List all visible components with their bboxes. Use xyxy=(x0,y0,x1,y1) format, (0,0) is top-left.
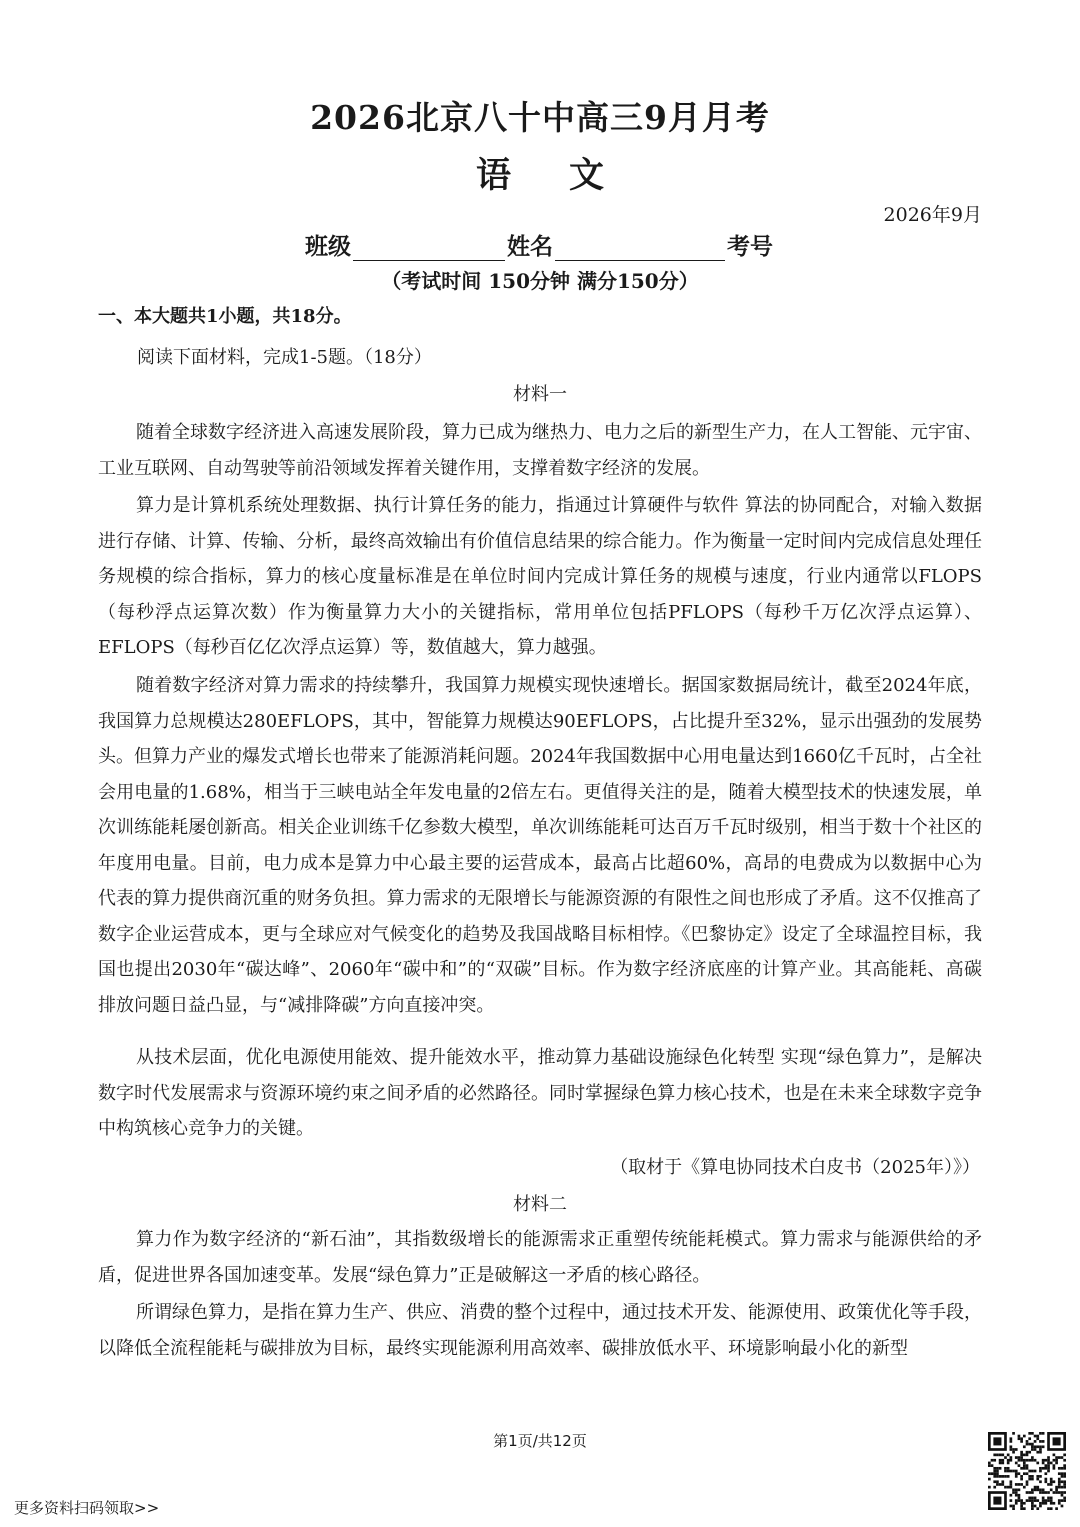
class-label: 班级 xyxy=(305,233,351,260)
subject-title: 语文 xyxy=(475,155,662,196)
exam-number-label: 考号 xyxy=(727,233,773,260)
material-one-paragraph: 算力是计算机系统处理数据、执行计算任务的能力，指通过计算硬件与软件 算法的协同配合，对输入数据进行存储、计算、传输、分析，最终高效输出有价值信息结果的综合能力。作为衡量一定时间内完成信息处理任务规模的综合指标，算力的核心度量标准是在单位时间内完成计算任务的规模与速度，行业内通常以FLOPS（每秒浮点运算次数）作为衡量算力大小的关键指标，常用单位包括PFLOPS（每秒千万亿次浮点运算）、EFLOPS（每秒百亿亿次浮点运算）等，数值越大，算力越强。 xyxy=(98,495,982,658)
material-one-title: 材料一 xyxy=(513,384,567,405)
more-resources-link[interactable]: 更多资料扫码领取>> xyxy=(14,1499,160,1517)
material-one-paragraph: 从技术层面，优化电源使用能效、提升能效水平，推动算力基础设施绿色化转型 实现“绿色算力”，是解决数字时代发展需求与资源环境约束之间矛盾的必然路径。同时掌握绿色算力核心技术，也是在未来全球数字竞争中构筑核心竞争力的关键。 xyxy=(98,1047,982,1139)
qr-code-icon[interactable] xyxy=(988,1432,1066,1510)
class-blank xyxy=(353,234,505,261)
name-label: 姓名 xyxy=(507,233,553,260)
exam-date: 2026年9月 xyxy=(883,204,982,226)
page-number: 第1页/共12页 xyxy=(493,1432,587,1450)
material-two-paragraph: 所谓绿色算力，是指在算力生产、供应、消费的整个过程中，通过技术开发、能源使用、政策优化等手段，以降低全流程能耗与碳排放为目标，最终实现能源利用高效率、碳排放低水平、环境影响最小化的新型 xyxy=(98,1302,982,1359)
material-two-paragraph: 算力作为数字经济的“新石油”，其指数级增长的能源需求正重塑传统能耗模式。算力需求与能源供给的矛盾，促进世界各国加速变革。发展“绿色算力”正是破解这一矛盾的核心路径。 xyxy=(98,1229,982,1286)
material-one-paragraph: 随着数字经济对算力需求的持续攀升，我国算力规模实现快速增长。据国家数据局统计，截至2024年底，我国算力总规模达280EFLOPS，其中，智能算力规模达90EFLOPS，占比提升至32%，显示出强劲的发展势头。但算力产业的爆发式增长也带来了能源消耗问题。2024年我国数据中心用电量达到1660亿千瓦时，占全社会用电量的1.68%，相当于三峡电站全年发电量的2倍左右。更值得关注的是，随着大模型技术的快速发展，单次训练能耗屡创新高。相关企业训练千亿参数大模型，单次训练能耗可达百万千瓦时级别，相当于数十个社区的年度用电量。目前，电力成本是算力中心最主要的运营成本，最高占比超60%，高昂的电费成为以数据中心为代表的算力提供商沉重的财务负担。算力需求的无限增长与能源资源的有限性之间也形成了矛盾。这不仅推高了数字企业运营成本，更与全球应对气候变化的趋势及我国战略目标相悖。《巴黎协定》设定了全球温控目标，我国也提出2030年“碳达峰”、2060年“碳中和”的“双碳”目标。作为数字经济底座的计算产业。其高能耗、高碳排放问题日益凸显，与“减排降碳”方向直接冲突。 xyxy=(98,675,982,1016)
instruction: 阅读下面材料，完成1-5题。（18分） xyxy=(137,347,432,368)
student-info-line xyxy=(305,228,773,261)
name-blank xyxy=(555,234,725,261)
material-two-title: 材料二 xyxy=(513,1194,567,1215)
exam-title: 2026北京八十中高三9月月考 xyxy=(310,98,770,137)
section-heading: 一、本大题共1小题，共18分。 xyxy=(98,306,352,327)
exam-meta: （考试时间 150分钟 满分150分） xyxy=(381,269,699,293)
material-one-paragraph: 随着全球数字经济进入高速发展阶段，算力已成为继热力、电力之后的新型生产力，在人工智能、元宇宙、工业互联网、自动驾驶等前沿领域发挥着关键作用，支撑着数字经济的发展。 xyxy=(98,422,982,479)
material-one-source: （取材于《算电协同技术白皮书（2025年）》） xyxy=(610,1157,980,1178)
